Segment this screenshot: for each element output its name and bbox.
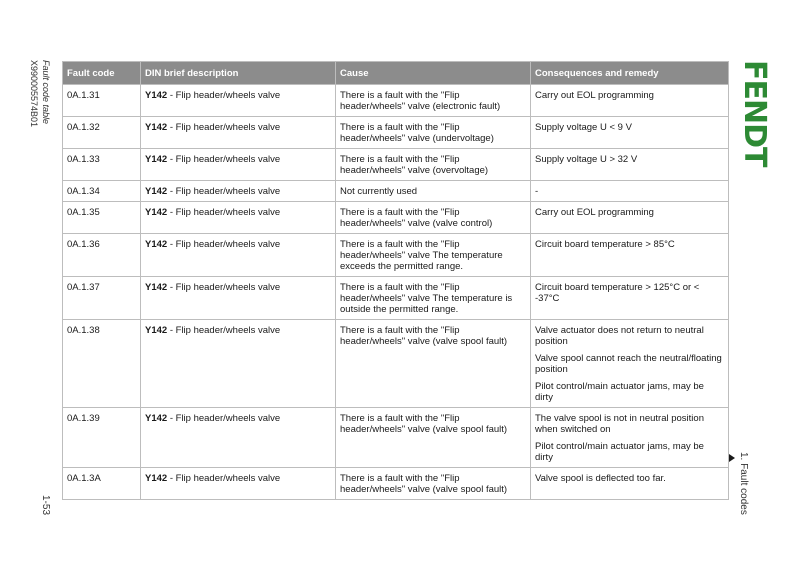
- consequence-item: Valve actuator does not return to neutral position: [535, 325, 704, 347]
- continue-arrow-icon: [729, 454, 735, 462]
- fault-code-cell: 0A.1.3A: [63, 468, 141, 500]
- component-code: Y142: [145, 122, 168, 133]
- cause-cell: There is a fault with the "Flip header/wheels" valve (valve spool fault): [336, 408, 531, 468]
- fault-code-cell: 0A.1.36: [63, 234, 141, 277]
- din-description-cell: [141, 85, 336, 117]
- component-code: Y142: [145, 90, 168, 101]
- cause-cell: There is a fault with the "Flip header/wheels" valve The temperature is outside the permitted range.: [336, 277, 531, 320]
- component-description: - Flip header/wheels valve: [167, 207, 281, 218]
- consequence-item: Circuit board temperature > 125°C or < -37°C: [535, 282, 700, 304]
- consequences-cell: [531, 85, 729, 117]
- cause-cell: There is a fault with the "Flip header/wheels" valve (valve spool fault): [336, 320, 531, 408]
- header-cause: Cause: [336, 62, 531, 85]
- component-code: Y142: [145, 282, 168, 293]
- din-description-cell: [141, 320, 336, 408]
- component-code: Y142: [145, 239, 168, 250]
- cause-cell: There is a fault with the "Flip header/wheels" valve The temperature exceeds the permitted range.: [336, 234, 531, 277]
- consequences-cell: [531, 117, 729, 149]
- component-code: Y142: [145, 186, 168, 197]
- consequences-cell: [531, 277, 729, 320]
- component-description: - Flip header/wheels valve: [167, 325, 281, 336]
- component-code: Y142: [145, 207, 168, 218]
- consequences-cell: [531, 408, 729, 468]
- component-code: Y142: [145, 325, 168, 336]
- consequences-cell: [531, 320, 729, 408]
- consequence-item: Supply voltage U > 32 V: [535, 154, 638, 165]
- din-description-cell: [141, 408, 336, 468]
- consequence-item: -: [535, 186, 539, 197]
- din-description-cell: [141, 181, 336, 202]
- din-description-cell: [141, 277, 336, 320]
- component-code: Y142: [145, 413, 168, 424]
- cause-cell: There is a fault with the "Flip header/wheels" valve (electronic fault): [336, 85, 531, 117]
- component-code: Y142: [145, 473, 168, 484]
- component-description: - Flip header/wheels valve: [167, 282, 281, 293]
- component-description: - Flip header/wheels valve: [167, 239, 281, 250]
- fault-code-cell: 0A.1.37: [63, 277, 141, 320]
- table-row: [63, 149, 729, 181]
- header-fault-code: Fault code: [63, 62, 141, 85]
- consequence-item: Carry out EOL programming: [535, 90, 654, 101]
- consequences-cell: [531, 202, 729, 234]
- table-row: [63, 320, 729, 408]
- component-description: - Flip header/wheels valve: [167, 186, 281, 197]
- cause-cell: Not currently used: [336, 181, 531, 202]
- consequence-item: The valve spool is not in neutral position when switched on: [535, 413, 704, 435]
- fault-code-table: [62, 61, 729, 500]
- din-description-cell: [141, 149, 336, 181]
- din-description-cell: [141, 202, 336, 234]
- consequence-item: Carry out EOL programming: [535, 207, 654, 218]
- fendt-logo: FENDT: [737, 60, 772, 167]
- component-code: Y142: [145, 154, 168, 165]
- consequence-item: Valve spool cannot reach the neutral/floating position: [535, 353, 722, 375]
- component-description: - Flip header/wheels valve: [167, 413, 281, 424]
- consequence-item: Pilot control/main actuator jams, may be dirty: [535, 441, 704, 463]
- consequence-item: Supply voltage U < 9 V: [535, 122, 632, 133]
- fault-code-cell: 0A.1.38: [63, 320, 141, 408]
- section-title: Fault code table: [41, 60, 51, 125]
- consequences-cell: [531, 234, 729, 277]
- table-row: [63, 202, 729, 234]
- fault-code-cell: 0A.1.39: [63, 408, 141, 468]
- component-description: - Flip header/wheels valve: [167, 122, 281, 133]
- fault-code-cell: 0A.1.32: [63, 117, 141, 149]
- fault-code-cell: 0A.1.31: [63, 85, 141, 117]
- document-number: X990005574B01: [29, 60, 39, 128]
- table-header-row: [63, 62, 729, 85]
- cause-cell: There is a fault with the "Flip header/wheels" valve (undervoltage): [336, 117, 531, 149]
- consequence-item: Valve spool is deflected too far.: [535, 473, 666, 484]
- fault-code-cell: 0A.1.33: [63, 149, 141, 181]
- table-row: [63, 85, 729, 117]
- din-description-cell: [141, 468, 336, 500]
- component-description: - Flip header/wheels valve: [167, 154, 281, 165]
- consequences-cell: [531, 149, 729, 181]
- cause-cell: There is a fault with the "Flip header/wheels" valve (valve control): [336, 202, 531, 234]
- cause-cell: There is a fault with the "Flip header/wheels" valve (valve spool fault): [336, 468, 531, 500]
- page-number: 1-53: [40, 495, 51, 516]
- header-din-description: DIN brief description: [141, 62, 336, 85]
- consequence-item: Pilot control/main actuator jams, may be dirty: [535, 381, 704, 403]
- table-row: [63, 181, 729, 202]
- fault-code-cell: 0A.1.34: [63, 181, 141, 202]
- table-row: [63, 277, 729, 320]
- document-reference: [28, 60, 52, 127]
- consequences-cell: [531, 468, 729, 500]
- table-row: [63, 408, 729, 468]
- table-row: [63, 234, 729, 277]
- table-row: [63, 117, 729, 149]
- consequences-cell: [531, 181, 729, 202]
- component-description: - Flip header/wheels valve: [167, 90, 281, 101]
- component-description: - Flip header/wheels valve: [167, 473, 281, 484]
- din-description-cell: [141, 234, 336, 277]
- table-row: [63, 468, 729, 500]
- fault-code-cell: 0A.1.35: [63, 202, 141, 234]
- din-description-cell: [141, 117, 336, 149]
- consequence-item: Circuit board temperature > 85°C: [535, 239, 675, 250]
- header-consequences: Consequences and remedy: [531, 62, 729, 85]
- chapter-title: 1. Fault codes: [738, 452, 749, 515]
- cause-cell: There is a fault with the "Flip header/wheels" valve (overvoltage): [336, 149, 531, 181]
